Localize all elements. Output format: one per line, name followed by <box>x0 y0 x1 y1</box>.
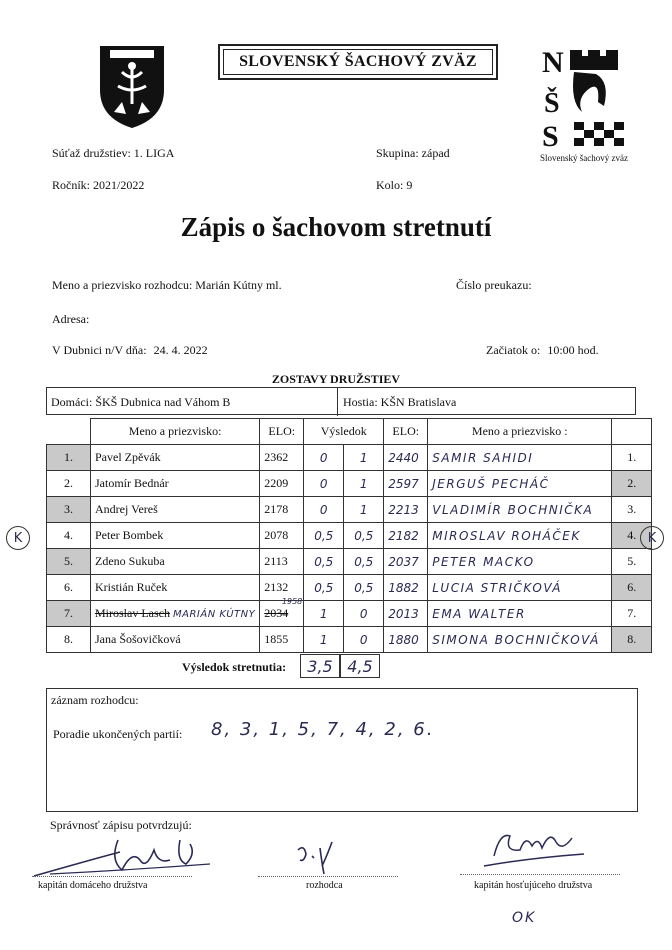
arbiter-notes-box <box>46 688 638 812</box>
guest-result: 1 <box>344 471 384 497</box>
guest-elo: 2213 <box>384 497 428 523</box>
home-elo: 2078 <box>260 523 304 549</box>
teams-row <box>46 387 636 415</box>
svg-text:Š: Š <box>544 88 560 119</box>
table-row <box>47 601 652 627</box>
board-number: 1. <box>47 445 91 471</box>
home-player: Zdeno Sukuba <box>91 549 260 575</box>
home-elo-cell <box>260 597 304 627</box>
guest-player: VLADIMÍR BOCHNIČKA <box>428 497 612 523</box>
col-result: Výsledok <box>304 419 384 445</box>
logo-caption: Slovenský šachový zväz <box>540 153 628 163</box>
match-result-home: 3,5 <box>300 654 340 678</box>
guest-result: 0,5 <box>344 523 384 549</box>
guest-player: JERGUŠ PECHÁČ <box>428 471 612 497</box>
home-player: Jana Šošovičková <box>91 627 260 653</box>
guest-label: Hostia: <box>343 395 378 409</box>
board-number: 2. <box>47 471 91 497</box>
col-home-name: Meno a priezvisko: <box>91 419 260 445</box>
group-label: Skupina: <box>376 146 419 160</box>
home-elo: 2209 <box>260 471 304 497</box>
home-elo-crossed: 2034 <box>264 606 289 620</box>
home-elo-substitute: 1958 <box>281 597 303 606</box>
guest-captain-mark: K <box>640 526 664 550</box>
home-result: 0,5 <box>304 575 344 601</box>
start-value: 10:00 <box>547 343 575 357</box>
guest-player: LUCIA STRIČKOVÁ <box>428 575 612 601</box>
guest-team <box>343 395 456 410</box>
teams-divider <box>337 388 338 416</box>
guest-elo: 1882 <box>384 575 428 601</box>
group-line <box>376 146 450 161</box>
guest-result: 0,5 <box>344 549 384 575</box>
home-elo: 2132 <box>260 575 304 601</box>
competition-label: Súťaž družstiev: <box>52 146 131 160</box>
guest-player: SAMIR SAHIDI <box>428 445 612 471</box>
document-title: Zápis o šachovom stretnutí <box>180 212 492 242</box>
federation-logo <box>540 42 636 150</box>
date-value: 24. 4. 2022 <box>153 343 208 357</box>
lineups-heading: ZOSTAVY DRUŽSTIEV <box>271 372 401 386</box>
federation-title: SLOVENSKÝ ŠACHOVÝ ZVÄZ <box>218 44 498 80</box>
address-label: Adresa: <box>52 312 90 326</box>
home-result: 0 <box>304 471 344 497</box>
place-date-label: V Dubnici n/V dňa: <box>52 343 147 357</box>
board-number-guest: 1. <box>612 445 652 471</box>
table-row <box>47 523 652 549</box>
card-number-label: Číslo preukazu: <box>456 278 532 292</box>
guest-captain-signature <box>480 826 590 872</box>
home-result: 0,5 <box>304 523 344 549</box>
season-line <box>52 178 144 193</box>
match-result-label: Výsledok stretnutia: <box>182 660 287 674</box>
arbiter-line <box>258 876 398 877</box>
board-number-guest: 4. <box>612 523 652 549</box>
board-number: 4. <box>47 523 91 549</box>
board-number-guest: 6. <box>612 575 652 601</box>
home-elo: 2362 <box>260 445 304 471</box>
group-value: západ <box>421 146 450 160</box>
home-player: Pavel Zpěvák <box>91 445 260 471</box>
guest-result: 0 <box>344 601 384 627</box>
home-player: Andrej Vereš <box>91 497 260 523</box>
guest-elo: 2440 <box>384 445 428 471</box>
guest-result: 0,5 <box>344 575 384 601</box>
table-row <box>47 627 652 653</box>
arbiter-notes-label: záznam rozhodcu: <box>51 693 139 707</box>
table-row <box>47 575 652 601</box>
home-player-cell <box>91 601 260 627</box>
guest-player: MIROSLAV ROHÁČEK <box>428 523 612 549</box>
board-number: 6. <box>47 575 91 601</box>
ok-note: OK <box>512 910 537 926</box>
board-number-guest: 8. <box>612 627 652 653</box>
home-result: 1 <box>304 627 344 653</box>
col-guest-elo: ELO: <box>384 419 428 445</box>
home-player-substitute: MARIÁN KÚTNY <box>172 609 256 620</box>
table-header-row <box>47 419 652 445</box>
competition-value: 1. LIGA <box>133 146 175 160</box>
arbiter-signature <box>292 838 352 878</box>
competition-line <box>52 146 174 161</box>
board-number: 3. <box>47 497 91 523</box>
start-label: Začiatok o: <box>486 343 541 357</box>
table-row <box>47 445 652 471</box>
guest-elo: 2597 <box>384 471 428 497</box>
guest-elo: 2182 <box>384 523 428 549</box>
guest-result: 0 <box>344 627 384 653</box>
home-result: 0 <box>304 445 344 471</box>
svg-text:N: N <box>542 46 564 79</box>
table-row <box>47 549 652 575</box>
home-team <box>51 395 230 410</box>
guest-player: EMA WALTER <box>428 601 612 627</box>
board-number: 7. <box>47 601 91 627</box>
arbiter-name-value: Marián Kútny ml. <box>195 278 282 292</box>
city-crest-logo <box>96 42 168 130</box>
home-elo: 1855 <box>260 627 304 653</box>
guest-captain-line <box>460 874 620 875</box>
round-line <box>376 178 412 193</box>
board-number: 8. <box>47 627 91 653</box>
board-number-guest: 5. <box>612 549 652 575</box>
svg-text:S: S <box>542 120 559 150</box>
finished-order-value: 8, 3, 1, 5, 7, 4, 2, 6. <box>211 719 435 740</box>
home-result: 0,5 <box>304 549 344 575</box>
table-row <box>47 497 652 523</box>
lineup-table <box>46 418 652 653</box>
board-number-guest: 3. <box>612 497 652 523</box>
home-captain-label: kapitán domáceho družstva <box>38 880 148 891</box>
home-player: Peter Bombek <box>91 523 260 549</box>
guest-player: SIMONA BOCHNIČKOVÁ <box>428 627 612 653</box>
home-elo: 2113 <box>260 549 304 575</box>
board-number: 5. <box>47 549 91 575</box>
col-home-elo: ELO: <box>260 419 304 445</box>
board-number-guest: 2. <box>612 471 652 497</box>
arbiter-label: rozhodca <box>306 880 343 891</box>
guest-player: PETER MACKO <box>428 549 612 575</box>
col-guest-name: Meno a priezvisko : <box>428 419 612 445</box>
guest-team-name: KŠN Bratislava <box>380 395 457 409</box>
home-player: Jatomír Bednár <box>91 471 260 497</box>
home-label: Domáci: <box>51 395 93 409</box>
match-result-guest: 4,5 <box>340 654 380 678</box>
home-captain-line <box>32 876 192 877</box>
round-value: 9 <box>406 178 413 192</box>
start-time-line <box>486 343 599 358</box>
arbiter-name-line <box>52 278 282 293</box>
home-captain-signature <box>30 830 220 880</box>
guest-captain-label: kapitán hosťujúceho družstva <box>474 880 593 891</box>
place-date-line <box>52 343 208 358</box>
board-number-guest: 7. <box>612 601 652 627</box>
guest-elo: 2013 <box>384 601 428 627</box>
home-captain-mark: K <box>6 526 30 550</box>
guest-elo: 1880 <box>384 627 428 653</box>
season-label: Ročník: <box>52 178 90 192</box>
home-team-name: ŠKŠ Dubnica nad Váhom B <box>95 395 231 409</box>
finished-order-label: Poradie ukončených partií: <box>53 727 183 741</box>
start-unit: hod. <box>577 343 599 357</box>
confirm-label: Správnosť zápisu potvrdzujú: <box>50 818 192 832</box>
home-player: Kristián Ruček <box>91 575 260 601</box>
round-label: Kolo: <box>376 178 404 192</box>
guest-result: 1 <box>344 445 384 471</box>
home-result: 1 <box>304 601 344 627</box>
season-value: 2021/2022 <box>93 178 145 192</box>
home-result: 0 <box>304 497 344 523</box>
home-player-crossed: Miroslav Lasch <box>95 606 170 620</box>
guest-elo: 2037 <box>384 549 428 575</box>
arbiter-name-label: Meno a priezvisko rozhodcu: <box>52 278 193 292</box>
guest-result: 1 <box>344 497 384 523</box>
home-elo: 2178 <box>260 497 304 523</box>
table-row <box>47 471 652 497</box>
